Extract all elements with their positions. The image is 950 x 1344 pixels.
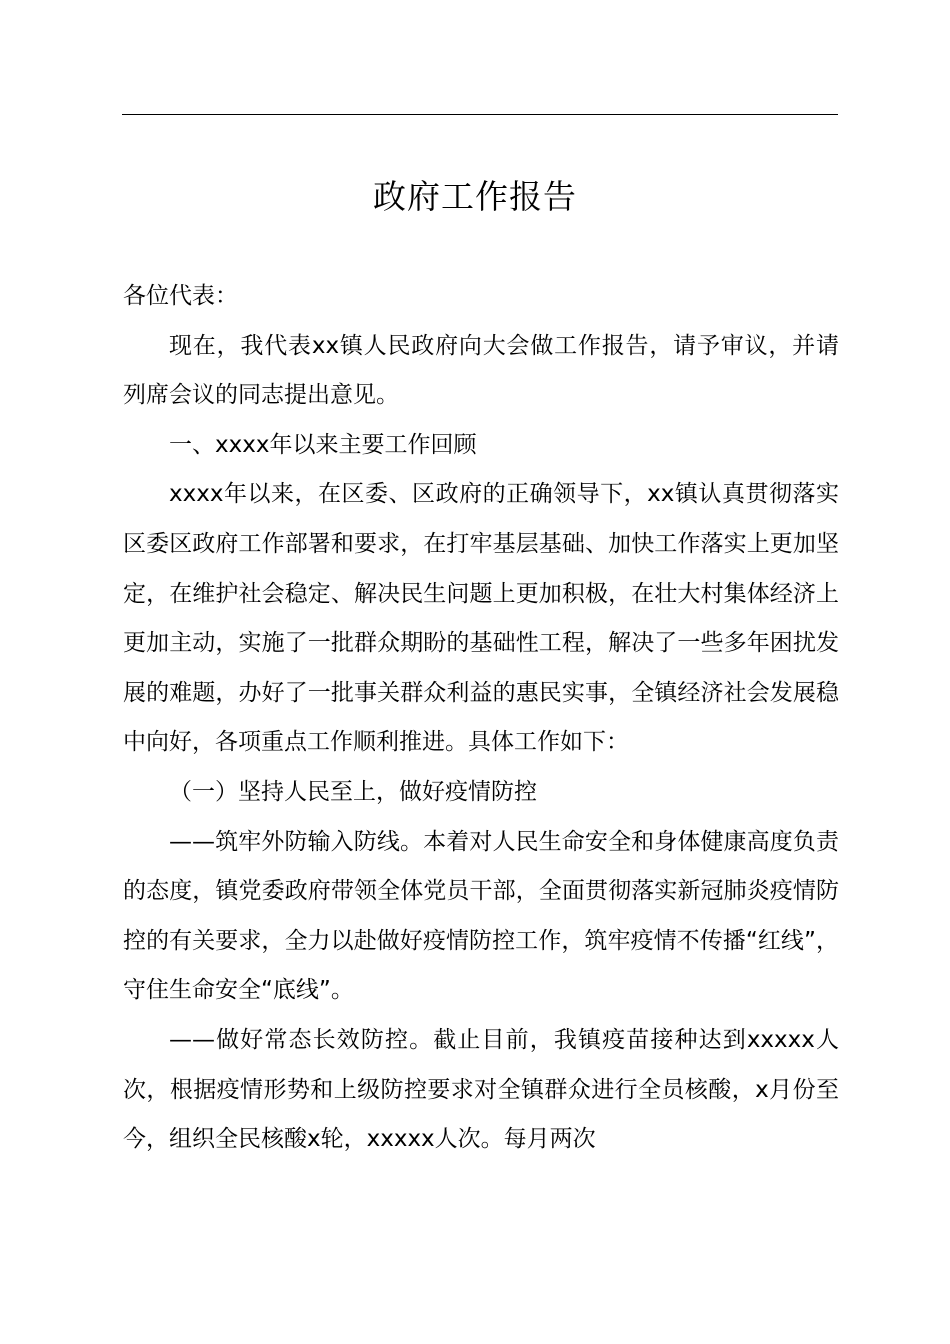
section-heading: 一、xxxx年以来主要工作回顾 [169, 431, 477, 458]
salutation: 各位代表： [123, 283, 238, 309]
header-rule [122, 114, 838, 115]
item-paragraph: ——筑牢外防输入防线。本着对人民生命安全和身体健康高度负责的态度，镇党委政府带领全体党员干部，全面贯彻落实新冠肺炎疫情防控的有关要求，全力以赴做好疫情防控工作，筑牢疫情不传播“红线”，守住生命安全“底线”。 [123, 828, 839, 1004]
item-paragraph: ——做好常态长效防控。截止目前，我镇疫苗接种达到xxxxx人次，根据疫情形势和上级防控要求对全镇群众进行全员核酸，x月份至今，组织全民核酸x轮，xxxxx人次。每月两次 [123, 1026, 839, 1153]
document-title: 政府工作报告 [373, 177, 577, 216]
intro-paragraph: 现在，我代表xx镇人民政府向大会做工作报告，请予审议，并请列席会议的同志提出意见。 [123, 332, 839, 409]
document-body [123, 272, 839, 1165]
subsection-heading: （一）坚持人民至上，做好疫情防控 [169, 778, 537, 805]
review-paragraph: xxxx年以来，在区委、区政府的正确领导下，xx镇认真贯彻落实区委区政府工作部署和要求，在打牢基层基础、加快工作落实上更加坚定，在维护社会稳定、解决民生问题上更加积极，在壮大村集体经济上更加主动，实施了一批群众期盼的基础性工程，解决了一些多年困扰发展的难题，办好了一批事关群众利益的惠民实事，全镇经济社会发展稳中向好，各项重点工作顺利推进。具体工作如下： [123, 481, 839, 756]
